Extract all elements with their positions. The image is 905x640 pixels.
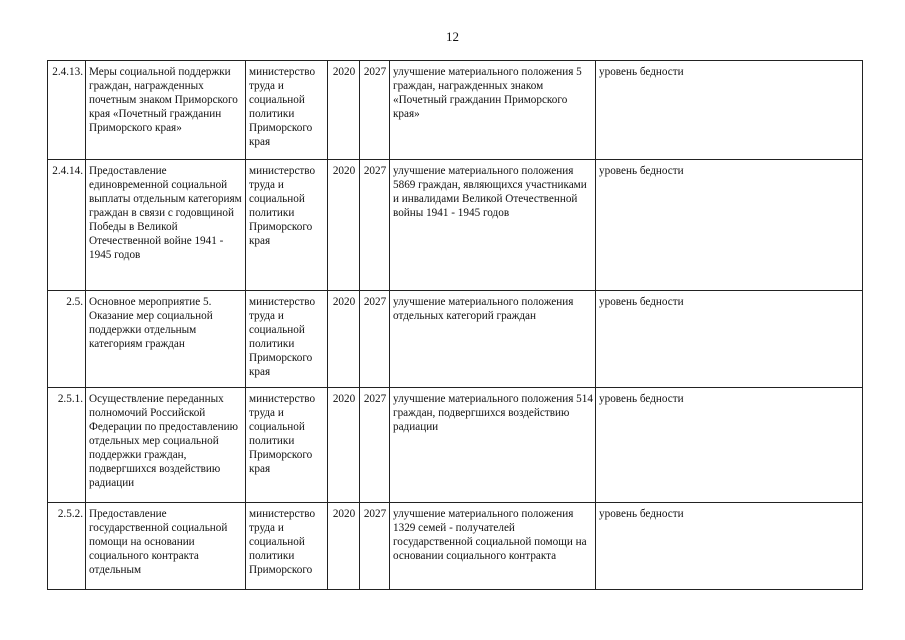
indicator: уровень бедности: [596, 388, 863, 503]
end-year: 2027: [360, 160, 390, 291]
responsible-executor: министерство труда и социальной политики Приморского: [246, 503, 328, 590]
measure-name: Предоставление единовременной социальной выплаты отдельным категориям граждан в связи с годовщиной Победы в Великой Отечественной войне 1941 - 1945 годов: [86, 160, 246, 291]
responsible-executor: министерство труда и социальной политики Приморского края: [246, 61, 328, 160]
indicator: уровень бедности: [596, 291, 863, 388]
measure-name: Осуществление переданных полномочий Российской Федерации по предоставлению отдельных мер социальной поддержки граждан, подвергшихся воздействию радиации: [86, 388, 246, 503]
responsible-executor: министерство труда и социальной политики Приморского края: [246, 388, 328, 503]
row-number: 2.5.2.: [48, 503, 86, 590]
indicator: уровень бедности: [596, 503, 863, 590]
start-year: 2020: [328, 388, 360, 503]
expected-result: улучшение материального положения 1329 семей - получателей государственной социальной помощи на основании социального контракта: [390, 503, 596, 590]
end-year: 2027: [360, 503, 390, 590]
responsible-executor: министерство труда и социальной политики Приморского края: [246, 160, 328, 291]
end-year: 2027: [360, 61, 390, 160]
measure-name: Предоставление государственной социальной помощи на основании социального контракта отдельным: [86, 503, 246, 590]
start-year: 2020: [328, 291, 360, 388]
table-row: [48, 160, 863, 291]
measure-name: Меры социальной поддержки граждан, награжденных почетным знаком Приморского края «Почетный гражданин Приморского края»: [86, 61, 246, 160]
responsible-executor: министерство труда и социальной политики Приморского края: [246, 291, 328, 388]
table-row: [48, 61, 863, 160]
expected-result: улучшение материального положения 5 граждан, награжденных знаком «Почетный гражданин Приморского края»: [390, 61, 596, 160]
expected-result: улучшение материального положения отдельных категорий граждан: [390, 291, 596, 388]
start-year: 2020: [328, 503, 360, 590]
indicator: уровень бедности: [596, 61, 863, 160]
table-row: [48, 291, 863, 388]
start-year: 2020: [328, 61, 360, 160]
row-number: 2.4.13.: [48, 61, 86, 160]
start-year: 2020: [328, 160, 360, 291]
row-number: 2.5.: [48, 291, 86, 388]
table-row: [48, 503, 863, 590]
row-number: 2.4.14.: [48, 160, 86, 291]
table-row: [48, 388, 863, 503]
expected-result: улучшение материального положения 514 граждан, подвергшихся воздействию радиации: [390, 388, 596, 503]
end-year: 2027: [360, 291, 390, 388]
indicator: уровень бедности: [596, 160, 863, 291]
row-number: 2.5.1.: [48, 388, 86, 503]
measure-name: Основное мероприятие 5. Оказание мер социальной поддержки отдельным категориям граждан: [86, 291, 246, 388]
expected-result: улучшение материального положения 5869 граждан, являющихся участниками и инвалидами Великой Отечественной войны 1941 - 1945 годов: [390, 160, 596, 291]
end-year: 2027: [360, 388, 390, 503]
measures-table: [47, 60, 863, 590]
page-number: 12: [446, 29, 459, 44]
